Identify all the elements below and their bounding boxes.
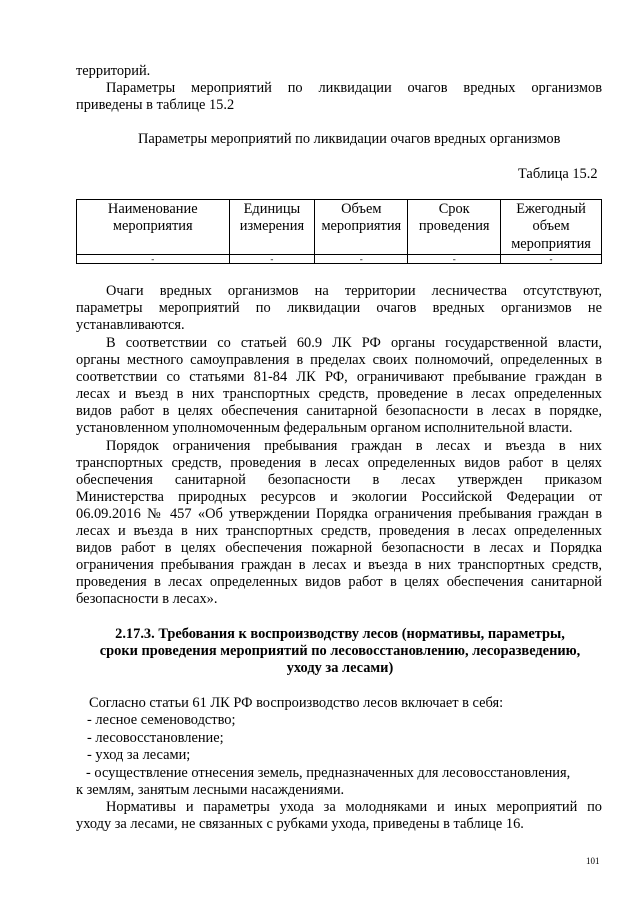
text-line: лесах и въезда в них транспортных средств, проведения в лесах определенных: [76, 523, 602, 539]
table-header-cell: Ежегодный объем мероприятия: [501, 200, 602, 255]
table-cell: -: [408, 255, 501, 264]
text-line: параметры мероприятий по ликвидации очагов вредных организмов не: [76, 300, 602, 316]
text-line: 06.09.2016 № 457 «Об утверждении Порядка ограничения пребывания граждан в: [76, 506, 602, 522]
table-header-cell: Срок проведения: [408, 200, 501, 255]
list-item: - уход за лесами;: [87, 747, 191, 763]
list-item: - лесное семеноводство;: [87, 712, 236, 728]
table-cell: -: [77, 255, 230, 264]
table-label: Таблица 15.2: [518, 166, 598, 182]
measures-table: [76, 199, 602, 264]
text-line: безопасности в лесах».: [76, 591, 218, 607]
section-heading: 2.17.3. Требования к воспроизводству лесов (нормативы, параметры,: [115, 626, 565, 642]
table-cell: -: [315, 255, 408, 264]
text-line: приведены в таблице 15.2: [76, 97, 235, 113]
text-line: Порядок ограничения пребывания граждан в лесах и въезда в них: [106, 438, 602, 454]
text-line: Министерства природных ресурсов и экологии Российской Федерации от: [76, 489, 602, 505]
text-line: лесах и въезд в них транспортных средств, проведение в лесах определенных: [76, 386, 602, 402]
list-item: - осуществление отнесения земель, предназначенных для лесовосстановления,: [86, 765, 571, 781]
text-line: Нормативы и параметры ухода за молодняками и иных мероприятий по: [106, 799, 602, 815]
table-title: Параметры мероприятий по ликвидации очагов вредных организмов: [138, 131, 561, 147]
table-header-cell: Наименование мероприятия: [77, 200, 230, 255]
table-cell: -: [501, 255, 602, 264]
table-header-cell: Единицы измерения: [229, 200, 315, 255]
text-line: соответствии со статьями 81-84 ЛК РФ, ограничивают пребывание граждан в: [76, 369, 602, 385]
text-line: Параметры мероприятий по ликвидации очагов вредных организмов: [106, 80, 602, 96]
text-line: обеспечения санитарной безопасности в лесах утвержден приказом: [76, 472, 602, 488]
table-cell: -: [229, 255, 315, 264]
section-heading: уходу за лесами): [286, 660, 394, 676]
text-line: устанавливаются.: [76, 317, 185, 333]
text-line: видов работ в целях обеспечения санитарной безопасности в лесах в порядке,: [76, 403, 602, 419]
text-line: органы местного самоуправления в пределах своих полномочий, определенных в: [76, 352, 602, 368]
list-item: к землям, занятым лесными насаждениями.: [76, 782, 345, 798]
page-number: 101: [586, 856, 600, 866]
table-header-cell: Объем мероприятия: [315, 200, 408, 255]
text-line: уходу за лесами, не связанных с рубками ухода, приведены в таблице 16.: [76, 816, 524, 832]
text-line: Согласно статьи 61 ЛК РФ воспроизводство лесов включает в себя:: [89, 695, 504, 711]
text-line: В соответствии со статьей 60.9 ЛК РФ органы государственной власти,: [106, 335, 602, 351]
table-row: [77, 255, 602, 264]
text-line: видов работ в целях обеспечения пожарной безопасности в лесах и Порядка: [76, 540, 602, 556]
text-line: Очаги вредных организмов на территории лесничества отсутствуют,: [106, 283, 602, 299]
text-line: ограничения пребывания граждан в лесах и въезда в них транспортных средств,: [76, 557, 602, 573]
section-heading: сроки проведения мероприятий по лесовосстановлению, лесоразведению,: [99, 643, 581, 659]
list-item: - лесовосстановление;: [87, 730, 224, 746]
text-line: транспортных средств, проведения в лесах определенных видов работ в целях: [76, 455, 602, 471]
table-header-row: [77, 200, 602, 255]
text-line: проведения в лесах определенных видов работ в целях обеспечения санитарной: [76, 574, 602, 590]
text-line: установленном уполномоченным федеральным органом исполнительной власти.: [76, 420, 573, 436]
text-line: территорий.: [76, 63, 151, 79]
